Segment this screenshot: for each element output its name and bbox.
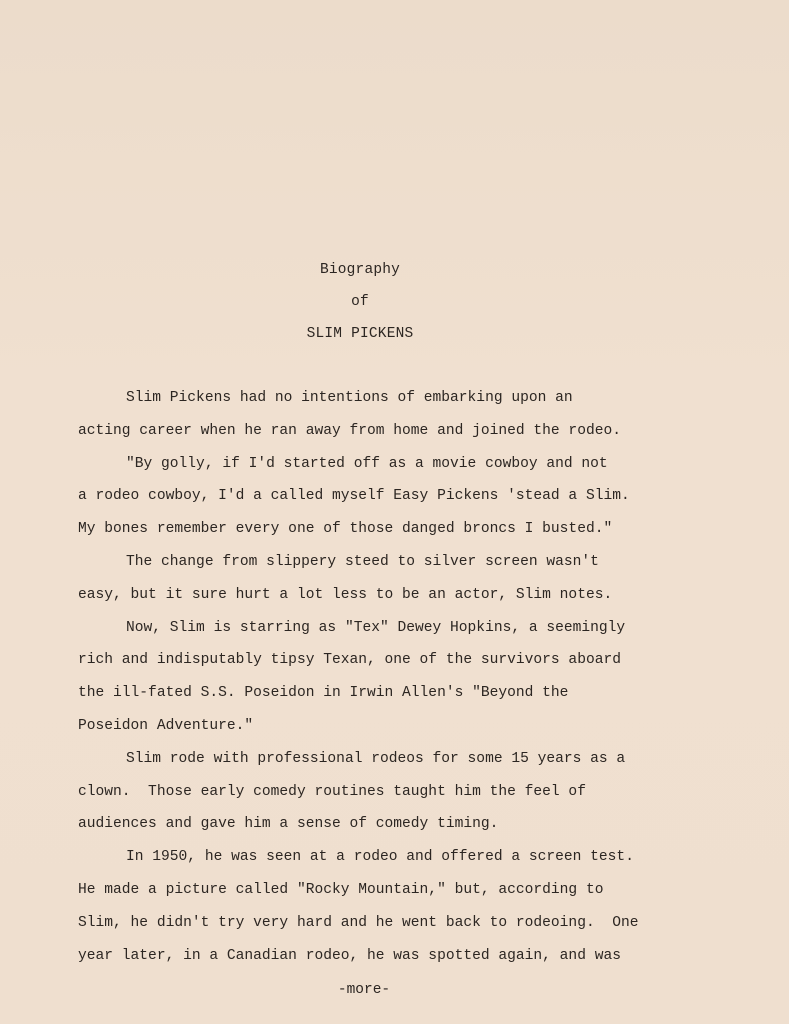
- text-line: Slim rode with professional rodeos for some 15 years as a: [126, 750, 626, 767]
- text-line: audiences and gave him a sense of comedy timing.: [78, 816, 499, 833]
- body-text: [78, 382, 718, 972]
- text-line: easy, but it sure hurt a lot less to be an actor, Slim notes.: [78, 586, 613, 603]
- text-line: Poseidon Adventure.": [78, 717, 254, 734]
- paragraph-4: [78, 612, 718, 743]
- paragraph-1: [78, 382, 718, 448]
- text-line: rich and indisputably tipsy Texan, one of the survivors aboard: [78, 652, 621, 669]
- title-line-2: of: [351, 294, 369, 310]
- text-line: He made a picture called "Rocky Mountain," but, according to: [78, 881, 604, 898]
- title-block: [0, 254, 720, 350]
- text-line: "By golly, if I'd started off as a movie cowboy and not: [126, 455, 608, 472]
- text-line: Slim, he didn't try very hard and he went back to rodeoing. One: [78, 914, 639, 931]
- text-line: year later, in a Canadian rodeo, he was spotted again, and was: [78, 947, 621, 964]
- text-line: the ill-fated S.S. Poseidon in Irwin Allen's "Beyond the: [78, 685, 569, 702]
- text-line: a rodeo cowboy, I'd a called myself Easy Pickens 'stead a Slim.: [78, 488, 630, 505]
- paragraph-2: [78, 448, 718, 546]
- text-line: clown. Those early comedy routines taught him the feel of: [78, 783, 586, 800]
- page-continuation-marker: -more-: [337, 982, 391, 998]
- text-line: Slim Pickens had no intentions of embarking upon an: [126, 390, 573, 406]
- text-line: The change from slippery steed to silver screen wasn't: [126, 553, 599, 570]
- paragraph-3: [78, 546, 718, 612]
- text-line: acting career when he ran away from home and joined the rodeo.: [78, 422, 621, 439]
- paragraph-5: [78, 743, 718, 841]
- text-line: Now, Slim is starring as "Tex" Dewey Hopkins, a seemingly: [126, 619, 626, 636]
- text-line: In 1950, he was seen at a rodeo and offered a screen test.: [126, 849, 634, 866]
- title-line-1: Biography: [319, 262, 401, 278]
- paragraph-6: [78, 841, 718, 972]
- text-line: My bones remember every one of those danged broncs I busted.": [78, 521, 613, 538]
- title-line-3: SLIM PICKENS: [306, 326, 414, 342]
